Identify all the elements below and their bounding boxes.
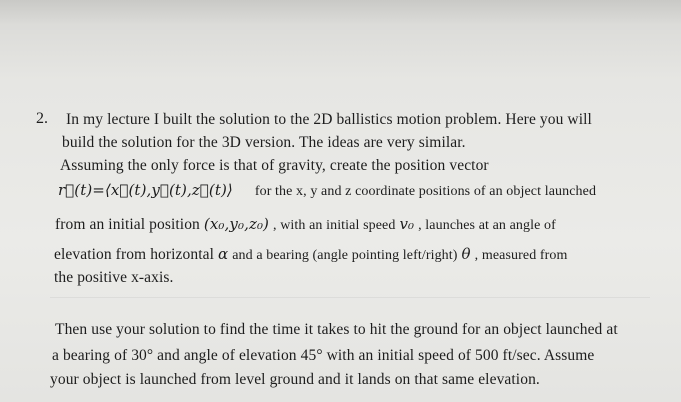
paper-edge	[0, 0, 681, 24]
problem-line-6	[54, 245, 568, 264]
initial-speed-label: , with an initial speed	[273, 218, 396, 233]
initial-position-label: from an initial position	[55, 216, 200, 233]
problem-line-4	[58, 181, 596, 200]
position-vector-formula: r⃗(t)=⟨x⃗(t),y⃗(t),z⃗(t)⟩	[58, 181, 233, 199]
problem-line-1: In my lecture I built the solution to the 2D ballistics motion problem. Here you will	[66, 111, 592, 128]
initial-speed-symbol: v₀	[399, 215, 415, 233]
position-vector-description: for the x, y and z coordinate positions of an object launched	[254, 184, 597, 199]
theta-symbol: θ	[461, 245, 471, 263]
followup-line-2: a bearing of 30° and angle of elevation 45° with an initial speed of 500 ft/sec. Assume	[52, 347, 595, 364]
followup-line-1: Then use your solution to find the time it takes to hit the ground for an object launched at	[55, 321, 618, 338]
launch-angle-label: , launches at an angle of	[418, 218, 556, 233]
problem-line-2: build the solution for the 3D version. The ideas are very similar.	[62, 134, 466, 151]
initial-position-formula: (x₀,y₀,z₀)	[203, 215, 270, 233]
bearing-label: and a bearing (angle pointing left/right)	[232, 248, 458, 263]
elevation-label: elevation from horizontal	[54, 246, 215, 263]
problem-line-5	[55, 215, 556, 234]
problem-line-7: the positive x-axis.	[54, 269, 174, 286]
followup-line-3: your object is launched from level ground and it lands on that same elevation.	[50, 371, 540, 388]
measured-from-label: , measured from	[474, 248, 568, 263]
question-number: 2.	[36, 110, 48, 127]
alpha-symbol: α	[218, 245, 229, 263]
divider	[50, 297, 650, 298]
problem-line-3: Assuming the only force is that of gravity, create the position vector	[60, 157, 489, 174]
